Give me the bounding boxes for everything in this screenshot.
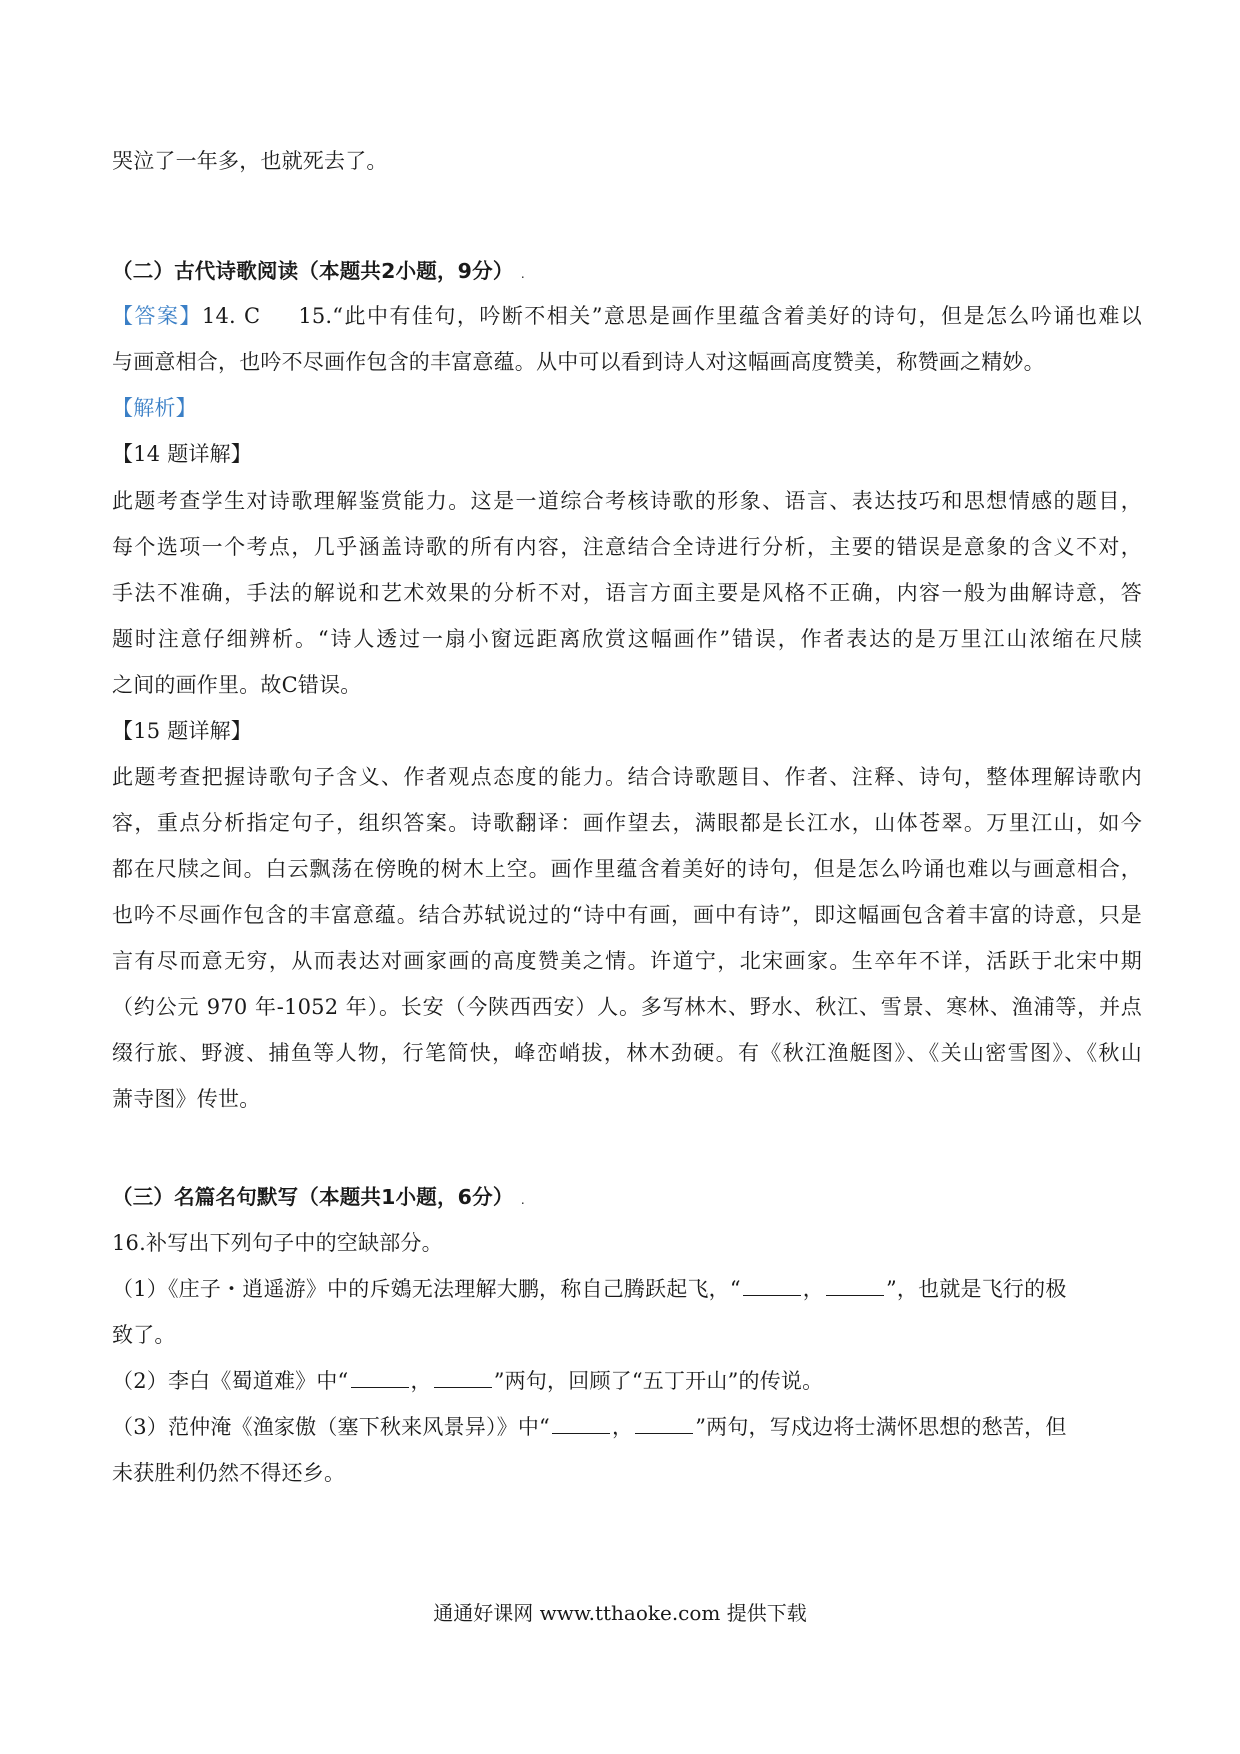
- answer-q15-line1: 15.“此中有佳句，吟断不相关”意思是画作里蕴含着美好的诗句，但是怎么吟诵也难以: [298, 304, 1142, 328]
- q16-item-1-cont: 致了。: [112, 1323, 176, 1347]
- q14-line: 此题考查学生对诗歌理解鉴赏能力。这是一道综合考核诗歌的形象、语言、表达技巧和思想情感的题目，: [112, 489, 1142, 513]
- fill-blank: [552, 1415, 610, 1434]
- answer-q14: 14. C: [201, 304, 261, 328]
- fill-blank: [351, 1369, 409, 1388]
- q16-item-3-cont: 未获胜利仍然不得还乡。: [112, 1461, 346, 1485]
- answer-line-1: [112, 301, 1142, 331]
- q14-heading: 【14 题详解】: [112, 442, 252, 466]
- q15-line: 也吟不尽画作包含的丰富意蕴。结合苏轼说过的“诗中有画，画中有诗”，即这幅画包含着丰富的诗意，只是: [112, 903, 1142, 927]
- q15-line: 言有尽而意无穷，从而表达对画家画的高度赞美之情。许道宁，北宋画家。生卒年不详，活跃于北宋中期: [112, 949, 1142, 973]
- q14-line: 之间的画作里。故C错误。: [112, 673, 362, 697]
- analysis-tag: 【解析】: [112, 396, 197, 420]
- q15-line: 萧寺图》传世。: [112, 1087, 261, 1111]
- q15-line: 此题考查把握诗歌句子含义、作者观点态度的能力。结合诗歌题目、作者、注释、诗句，整体理解诗歌内: [112, 765, 1142, 789]
- section2-heading: （二）古代诗歌阅读（本题共2小题，9分） .: [112, 259, 525, 283]
- q14-line: 题时注意仔细辨析。“诗人透过一扇小窗远距离欣赏这幅画作”错误，作者表达的是万里江山浓缩在尺牍: [112, 627, 1142, 651]
- q15-line: 缀行旅、野渡、捕鱼等人物，行笔简快，峰峦峭拔，林木劲硬。有《秋江渔艇图》、《关山密雪图》、《秋山: [112, 1041, 1142, 1065]
- q14-line: 每个选项一个考点，几乎涵盖诗歌的所有内容，注意结合全诗进行分析，主要的错误是意象的含义不对，: [112, 535, 1142, 559]
- q15-line: 容，重点分析指定句子，组织答案。诗歌翻译：画作望去，满眼都是长江水，山体苍翠。万里江山，如今: [112, 811, 1142, 835]
- q16-item-2: （2）李白《蜀道难》中“ ， ”两句，回顾了“五丁开山”的传说。: [112, 1369, 824, 1393]
- fill-blank: [826, 1277, 884, 1296]
- fill-blank: [635, 1415, 693, 1434]
- q15-line: 都在尺牍之间。白云飘荡在傍晚的树木上空。画作里蕴含着美好的诗句，但是怎么吟诵也难以与画意相合，: [112, 857, 1142, 881]
- carryover-text: 哭泣了一年多，也就死去了。: [112, 149, 388, 173]
- q16-item-3: （3）范仲淹《渔家傲（塞下秋来风景异）》中“ ， ”两句，写戍边将士满怀思想的愁苦，但: [112, 1415, 1067, 1439]
- q15-heading: 【15 题详解】: [112, 719, 252, 743]
- q16-stem: 16.补写出下列句子中的空缺部分。: [112, 1231, 443, 1255]
- fill-blank: [743, 1277, 801, 1296]
- answer-line-2: 与画意相合，也吟不尽画作包含的丰富意蕴。从中可以看到诗人对这幅画高度赞美，称赞画之精妙。: [112, 350, 1045, 374]
- answer-tag: 【答案】: [112, 304, 202, 328]
- q15-line: （约公元 970 年-1052 年）。长安（今陕西西安）人。多写林木、野水、秋江、雪景、寒林、渔浦等，并点: [112, 995, 1142, 1019]
- fill-blank: [434, 1369, 492, 1388]
- footer-text: 通通好课网 www.tthaoke.com 提供下载: [433, 1601, 807, 1625]
- q16-item-1: （1）《庄子・逍遥游》中的斥鴳无法理解大鹏，称自己腾跃起飞，“ ， ”，也就是飞行的极: [112, 1277, 1067, 1301]
- q14-line: 手法不准确，手法的解说和艺术效果的分析不对，语言方面主要是风格不正确，内容一般为曲解诗意，答: [112, 581, 1142, 605]
- section3-heading: （三）名篇名句默写（本题共1小题，6分） .: [112, 1185, 525, 1209]
